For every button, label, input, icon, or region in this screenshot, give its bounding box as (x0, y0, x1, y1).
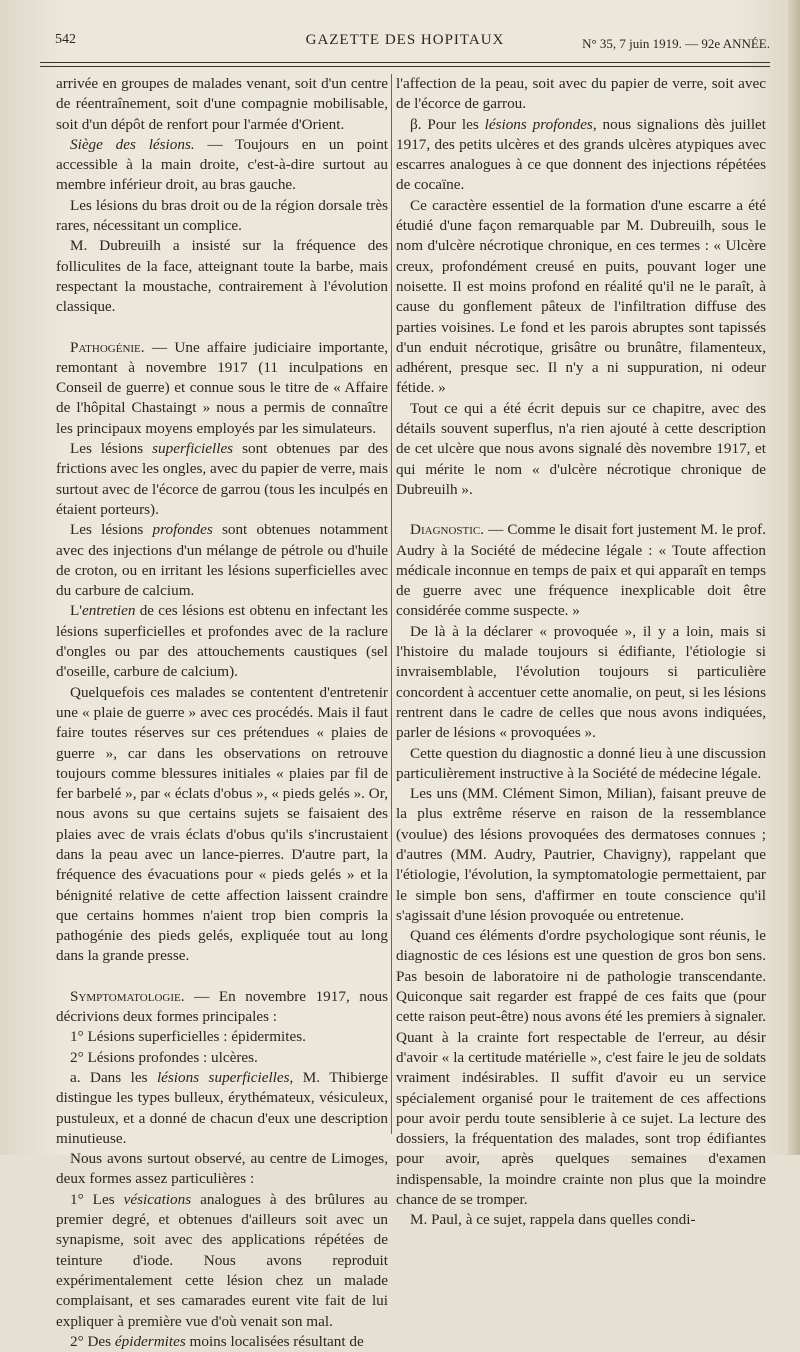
paragraph: a. Dans les lésions superficielles, M. Thibierge distingue les types bulleux, érythémateux, vésiculeux, pustuleux, et a donné de chacun d'eux une description minutieuse. (56, 1068, 389, 1147)
paragraph: β. Pour les lésions profondes, nous signalions dès juillet 1917, des petits ulcères et des grands ulcères atypiques avec escarres analogues à ce que donnent des injections répétées de cocaïne. (396, 115, 767, 194)
paragraph-symptomatologie: Symptomatologie. — En novembre 1917, nous décrivions deux formes principales : (56, 987, 388, 1026)
journal-title: GAZETTE DES HOPITAUX (305, 32, 505, 48)
issue-info: N° 35, 7 juin 1919. — 92e ANNÉE. (582, 36, 770, 51)
paragraph: l'affection de la peau, soit avec du papier de verre, soit avec de l'écorce de garrou. (396, 75, 766, 113)
right-column (396, 74, 766, 1231)
header-rule-thin (40, 66, 770, 67)
paragraph: L'entretien de ces lésions est obtenu en infectant les lésions superficielles et profondes avec de la raclure d'ongles ou par des attouchements caustiques (sel d'oseille, carbure de calcium). (56, 602, 388, 681)
paragraph: M. Dubreuilh a insisté sur la fréquence des folliculites de la face, atteignant toute la barbe, mais respectant la moustache, contrairement à l'évolution classique. (56, 237, 388, 316)
paragraph: Les lésions superficielles sont obtenues par des frictions avec les ongles, avec du papier de verre, mais surtout avec de l'écorce de garrou (tous les inculpés en étaient porteurs). (56, 440, 388, 518)
header-rule (40, 62, 770, 63)
paragraph-siege: Siège des lésions. — Toujours en un point accessible à la main droite, c'est-à-dire surtout au membre inférieur droit, au bras gauche. (56, 135, 389, 194)
paragraph: De là à la déclarer « provoquée », il y a loin, mais si l'histoire du malade toujours si édifiante, l'étiologie si invraisemblable, l'évolution toujours si particulière concordent à accentuer cette anomalie, on peut, si les lésions rentrent dans le cadre de celles que nous avons indiquées, parler de lésions « provoquées ». (396, 622, 766, 742)
paragraph: 1° Les vésications analogues à des brûlures au premier degré, et obtenues d'ailleurs soit avec un synapisme, soit avec des applications répétées de teinture d'iode. Nous avons reproduit expérimentalement cette lésion chez un malade complaisant, et ses camarades eurent vite fait de lui expliquer à première vue d'où venait son mal. (56, 1190, 388, 1330)
left-column (56, 74, 388, 1352)
paragraph: arrivée en groupes de malades venant, soit d'un centre de réentraînement, soit d'une compagnie mobilisable, soit d'un dépôt de renfort pour l'armée d'Orient. (56, 75, 388, 133)
section-heading: Symptomatologie. (70, 987, 185, 1005)
paragraph: Quelquefois ces malades se contentent d'entretenir une « plaie de guerre » avec ces procédés. Mais il faut faire toutes réserves sur ces prétendues « plaies de guerre », car dans les observations on retrouve toujours comme blessures initiales « plaies par fil de fer barbelé », par « éclats d'obus », « pieds gelés ». Or, nous avons su que certains sujets se faisaient des plaies avec de vrais éclats d'obus qu'ils s'incrustaient dans la peau avec un lance-pierres. D'autre part, la fréquence des évacuations pour « pieds gelés » et la bénignité relative de cette affection laissent craindre que certains hommes n'aient trop bien compris la pathogénie des pieds gelés, expliquée tout au long dans la grande presse. (56, 683, 388, 965)
paragraph: Les lésions du bras droit ou de la région dorsale très rares, nécessitant un complice. (56, 196, 388, 235)
list-item: 1° Lésions superficielles : épidermites. (70, 1028, 306, 1046)
page-number: 542 (55, 32, 76, 47)
paragraph: Les lésions profondes sont obtenues notamment avec des injections d'un mélange de pétrole ou d'huile de croton, ou en irritant les lésions superficielles avec du carbure de calcium. (56, 521, 388, 600)
page-header (40, 28, 770, 62)
paragraph-pathogenie: Pathogénie. — Une affaire judiciaire importante, remontant à novembre 1917 (11 inculpations en Conseil de guerre) et connue sous le titre de « Affaire de l'hôpital Chastaingt » nous a permis de connaître les principaux moyens employés par les simulateurs. (56, 338, 388, 437)
paragraph: Quand ces éléments d'ordre psychologique sont réunis, le diagnostic de ces lésions est une question de gros bon sens. Pas besoin de laboratoire ni de pathologie transcendante. Quiconque sait regarder est frappé de ces faits que (pour cette raison peut-être) nous avons été les premiers à signaler. Quant à la crainte fort respectable de l'erreur, au désir d'avoir « la certitude matérielle », c'est faire le jeu de soldats vraiment indésirables. Il suffit d'avoir eu un service spécialement organisé pour le traitement de ces affections pour avoir perdu toute sensiblerie à ce sujet. La lecture des dossiers, la fréquentation des malades, sont trop édifiantes pour avoir, après quelques semaines d'examen indispensable, la moindre crainte non plus que la moindre chance de se tromper. (396, 927, 766, 1209)
paragraph-diagnostic: Diagnostic. — Comme le disait fort justement M. le prof. Audry à la Société de médecine légale : « Toute affection médicale inconnue en temps de paix et qui apparaît en temps de guerre avec une fréquence inexplicable doit être considérée comme suspecte. » (396, 521, 766, 620)
section-label: Siège des lésions. (70, 135, 195, 153)
column-divider (391, 74, 392, 1134)
paragraph: Cette question du diagnostic a donné lieu à une discussion particulièrement instructive à la Société de médecine légale. (396, 744, 766, 782)
paragraph: Les uns (MM. Clément Simon, Milian), faisant preuve de la plus extrême réserve en raison de la ressemblance (voulue) des lésions provoquées des dermatoses connues ; d'autres (MM. Audry, Pautrier, Chavigny), rappelant que l'étiologie, l'évolution, la symptomatologie permettaient, par le simple bon sens, d'affirmer en toute conscience qu'il s'agissait d'une lésion provoquée ou entretenue. (396, 785, 766, 924)
section-heading: Pathogénie. (70, 338, 145, 356)
list-item: 2° Lésions profondes : ulcères. (70, 1048, 258, 1066)
paragraph: Ce caractère essentiel de la formation d'une escarre a été étudié d'une façon remarquable par M. Dubreuilh, sous le nom d'ulcère nécrotique chronique, en ces termes : « Ulcère creux, profondément creusé en puits, pouvant loger une noisette. Il est moins profond en réalité qu'il ne le paraît, à cause du gonflement pâteux de l'infiltration diffuse des parties voisines. Le fond et les parois abruptes sont tapissés d'un enduit nécrotique, grisâtre ou brunâtre, filamenteux, adhérent, presque sec. Il n'y a ni suppuration, ni odeur fétide. » (396, 196, 766, 397)
page-edge (788, 0, 800, 1155)
paragraph: Tout ce qui a été écrit depuis sur ce chapitre, avec des détails souvent superflus, n'a rien ajouté à cette description de cet ulcère que nous avons signalé dès novembre 1917, et qui mérite le nom « d'ulcère nécrotique chronique de Dubreuilh ». (396, 399, 766, 498)
paragraph: 2° Des épidermites moins localisées résultant de (70, 1332, 364, 1350)
paragraph: Nous avons surtout observé, au centre de Limoges, deux formes assez particulières : (56, 1150, 388, 1188)
section-heading: Diagnostic. (410, 521, 485, 539)
paragraph: M. Paul, à ce sujet, rappela dans quelles condi- (410, 1211, 696, 1229)
